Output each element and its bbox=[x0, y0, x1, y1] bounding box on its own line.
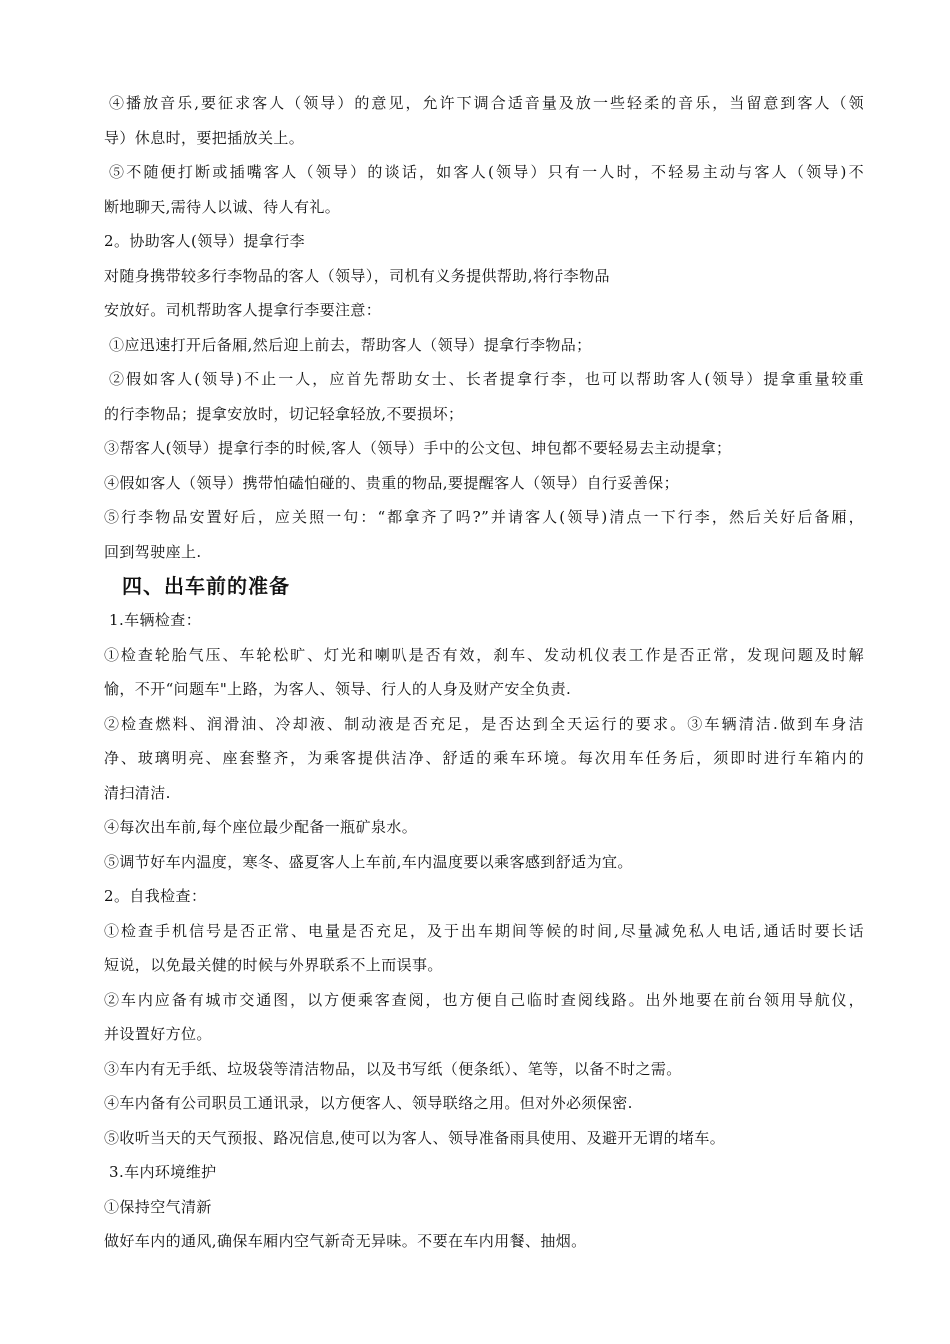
paragraph-line: 清扫清洁. bbox=[104, 783, 171, 802]
section-subtitle: 2。协助客人(领导）提拿行李 bbox=[104, 232, 305, 250]
list-item: ④每次出车前,每个座位最少配备一瓶矿泉水。 bbox=[104, 818, 418, 836]
section-subtitle: 3.车内环境维护 bbox=[109, 1163, 217, 1181]
paragraph-line: 的行李物品；提拿安放时，切记轻拿轻放,不要损坏； bbox=[104, 404, 464, 423]
list-item: ④假如客人（领导）携带怕磕怕碰的、贵重的物品,要提醒客人（领导）自行妥善保； bbox=[104, 473, 679, 492]
list-item: ③车内有无手纸、垃圾袋等清洁物品，以及书写纸（便条纸）、笔等，以备不时之需。 bbox=[104, 1059, 682, 1078]
paragraph-line: ④播放音乐,要征求客人（领导）的意见，允许下调合适音量及放一些轻柔的音乐，当留意到客人（领 bbox=[109, 94, 864, 112]
list-item: ②车内应备有城市交通图，以方便乘客查阅，也方便自己临时查阅线路。出外地要在前台领用导航仪， bbox=[104, 990, 864, 1009]
paragraph-line: ⑤不随便打断或插嘴客人（领导）的谈话，如客人(领导）只有一人时，不轻易主动与客人（领导)不 bbox=[109, 163, 864, 181]
paragraph-line: 导）休息时，要把插放关上。 bbox=[104, 128, 305, 147]
paragraph-line: 安放好。司机帮助客人提拿行李要注意： bbox=[104, 301, 382, 319]
list-item: ⑤行李物品安置好后，应关照一句：“都拿齐了吗?”并请客人(领导)清点一下行李，然后关好后备厢， bbox=[104, 508, 864, 526]
paragraph-line: 并设置好方位。 bbox=[104, 1025, 212, 1043]
paragraph-line: 愉，不开“问题车"上路，为客人、领导、行人的人身及财产安全负责. bbox=[104, 680, 572, 698]
list-item: ①检查轮胎气压、车轮松旷、灯光和喇叭是否有效，刹车、发动机仪表工作是否正常，发现问题及时解 bbox=[104, 645, 864, 664]
paragraph-line: 做好车内的通风,确保车厢内空气新奇无异味。不要在车内用餐、抽烟。 bbox=[104, 1232, 587, 1250]
paragraph-line: 断地聊天,需待人以诚、待人有礼。 bbox=[104, 197, 341, 216]
section-subtitle: 1.车辆检查： bbox=[109, 611, 202, 629]
section-subtitle: 2。自我检查： bbox=[104, 887, 207, 905]
list-item: ④车内备有公司职员工通讯录，以方便客人、领导联络之用。但对外必须保密. bbox=[104, 1094, 633, 1112]
list-item: ①应迅速打开后备厢,然后迎上前去，帮助客人（领导）提拿行李物品； bbox=[109, 335, 592, 354]
list-item: ③帮客人(领导）提拿行李的时候,客人（领导）手中的公文包、坤包都不要轻易去主动提拿； bbox=[104, 439, 732, 457]
list-item: ⑤调节好车内温度，寒冬、盛夏客人上车前,车内温度要以乘客感到舒适为宜。 bbox=[104, 852, 633, 871]
paragraph-line: 净、玻璃明亮、座套整齐，为乘客提供洁净、舒适的乘车环境。每次用车任务后，须即时进行车箱内的 bbox=[104, 749, 864, 767]
paragraph-line: 短说，以免最关健的时候与外界联系不上而误事。 bbox=[104, 956, 443, 974]
document-body bbox=[104, 86, 864, 1259]
list-item: ①检查手机信号是否正常、电量是否充足，及于出车期间等候的时间,尽量减免私人电话,通话时要长话 bbox=[104, 921, 864, 940]
paragraph-line: 对随身携带较多行李物品的客人（领导），司机有义务提供帮助,将行李物品 bbox=[104, 266, 610, 285]
section-heading: 四、出车前的准备 bbox=[122, 574, 290, 598]
list-item: ⑤收听当天的天气预报、路况信息,使可以为客人、领导准备雨具使用、及避开无谓的堵车。 bbox=[104, 1128, 726, 1147]
list-item: ②假如客人(领导)不止一人，应首先帮助女士、长者提拿行李，也可以帮助客人(领导）提拿重量较重 bbox=[109, 370, 864, 388]
list-item: ②检查燃料、润滑油、冷却液、制动液是否充足，是否达到全天运行的要求。③车辆清洁.做到车身洁 bbox=[104, 714, 864, 733]
paragraph-line: 回到驾驶座上. bbox=[104, 542, 202, 561]
list-item: ①保持空气清新 bbox=[104, 1197, 212, 1216]
